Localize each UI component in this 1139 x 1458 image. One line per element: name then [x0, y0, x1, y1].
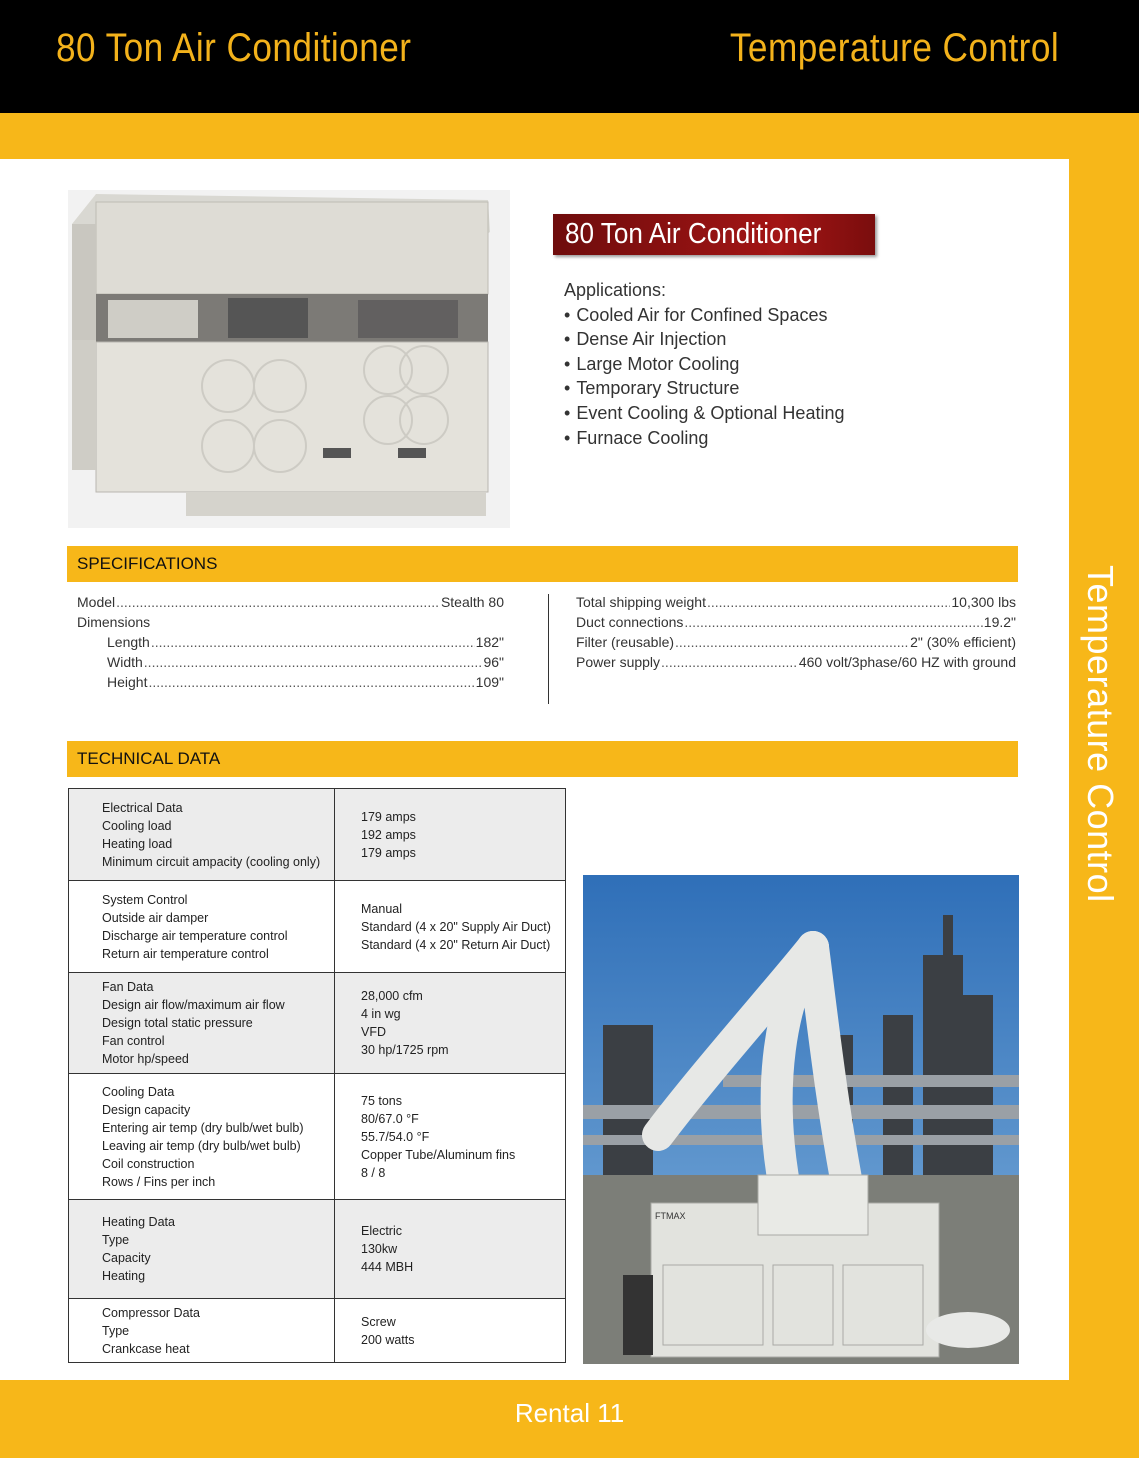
- tech-label: Heating: [102, 1269, 146, 1283]
- tech-label: Cooling load: [102, 818, 172, 833]
- technical-heading: TECHNICAL DATA: [67, 741, 1018, 777]
- tech-value: Standard (4 x 20" Return Air Duct): [361, 937, 551, 952]
- tech-label: Heating load: [102, 836, 173, 851]
- tech-value: Standard (4 x 20" Supply Air Duct): [361, 919, 551, 934]
- spec-row: [107, 654, 504, 674]
- tech-value: Screw: [361, 1314, 396, 1329]
- spec-row: [576, 654, 1016, 674]
- tech-value: 130kw: [361, 1242, 398, 1256]
- spec-value: 460 volt/3phase/60 HZ with ground: [798, 654, 1016, 670]
- tech-label: Coil construction: [102, 1156, 195, 1171]
- tech-value: 55.7/54.0 °F: [361, 1129, 430, 1144]
- tech-label: Design air flow/maximum air flow: [102, 998, 285, 1012]
- spec-row: [107, 674, 504, 694]
- tech-labels-cell: [69, 789, 335, 881]
- product-photo: [68, 190, 510, 528]
- tech-value: 179 amps: [361, 809, 416, 824]
- table-row: [69, 1200, 566, 1299]
- spec-label: Filter (reusable): [576, 634, 675, 650]
- list-item: • Large Motor Cooling: [564, 352, 844, 377]
- tech-label: Minimum circuit ampacity (cooling only): [102, 854, 321, 869]
- tech-label: Return air temperature control: [102, 946, 269, 961]
- tech-value: 30 hp/1725 rpm: [361, 1043, 449, 1057]
- list-item: • Furnace Cooling: [564, 426, 844, 451]
- installation-photo-illustration: [583, 875, 1019, 1364]
- tech-labels-cell: [69, 881, 335, 973]
- table-row: [69, 1074, 566, 1200]
- spec-label: Power supply: [576, 654, 661, 670]
- product-photo-illustration: [68, 190, 510, 528]
- spec-row: [77, 614, 277, 634]
- product-title-banner: [553, 214, 875, 255]
- product-title: 80 Ton Air Conditioner: [565, 218, 822, 250]
- tech-label: Type: [102, 1233, 130, 1247]
- spec-row: [576, 634, 1016, 654]
- tech-values-cell: [335, 1074, 566, 1200]
- tech-value: 192 amps: [361, 827, 416, 842]
- list-item: • Event Cooling & Optional Heating: [564, 401, 844, 426]
- spec-label: Total shipping weight: [576, 594, 706, 610]
- tech-value: 200 watts: [361, 1332, 415, 1347]
- spec-label: Length: [107, 634, 150, 650]
- page-number: Rental 11: [514, 1398, 625, 1428]
- tech-label: Discharge air temperature control: [102, 928, 288, 943]
- tech-values-cell: [335, 1299, 566, 1363]
- header-right-title: Temperature Control: [729, 26, 1059, 70]
- side-label: [1070, 565, 1130, 945]
- tech-label: Type: [102, 1323, 130, 1338]
- spec-label: Height: [107, 674, 148, 690]
- tech-labels-cell: [69, 1074, 335, 1200]
- tech-labels-cell: [69, 1299, 335, 1363]
- tech-label: Leaving air temp (dry bulb/wet bulb): [102, 1138, 301, 1153]
- list-item: • Dense Air Injection: [564, 327, 844, 352]
- frame-top: [0, 113, 1139, 159]
- spec-label: Duct connections: [576, 614, 684, 630]
- tech-label: Outside air damper: [102, 910, 209, 925]
- tech-label: Entering air temp (dry bulb/wet bulb): [102, 1120, 304, 1135]
- spec-row: [576, 594, 1016, 614]
- spec-value: 10,300 lbs: [951, 594, 1016, 610]
- applications-list: [564, 303, 844, 451]
- tech-label: Crankcase heat: [102, 1341, 190, 1356]
- tech-value: 8 / 8: [361, 1165, 386, 1180]
- tech-value: 179 amps: [361, 845, 416, 860]
- group-title: Heating Data: [102, 1215, 175, 1229]
- spec-value: 2" (30% efficient): [910, 634, 1016, 650]
- unit-marking: FTMAX: [655, 1211, 686, 1221]
- tech-label: Design capacity: [102, 1102, 191, 1117]
- spec-row: [107, 634, 504, 654]
- side-label-text: Temperature Control: [1080, 565, 1121, 903]
- tech-value: 4 in wg: [361, 1007, 401, 1021]
- spec-value: Stealth 80: [440, 594, 504, 610]
- table-row: [69, 1299, 566, 1363]
- list-item: • Temporary Structure: [564, 376, 844, 401]
- tech-labels-cell: [69, 973, 335, 1074]
- tech-values-cell: [335, 973, 566, 1074]
- applications: [564, 278, 844, 450]
- spec-divider: [548, 594, 549, 704]
- spec-label: Dimensions: [77, 614, 151, 630]
- tech-value: 75 tons: [361, 1093, 403, 1108]
- spec-label: Model: [77, 594, 116, 610]
- spec-value: 96": [483, 654, 504, 670]
- table-row: [69, 789, 566, 881]
- tech-values-cell: [335, 881, 566, 973]
- tech-label: Rows / Fins per inch: [102, 1174, 216, 1189]
- spec-row: [576, 614, 1016, 634]
- spec-value: 182": [475, 634, 504, 650]
- tech-label: Fan control: [102, 1034, 165, 1048]
- header-bar: [0, 0, 1139, 113]
- tech-value: Copper Tube/Aluminum fins: [361, 1147, 516, 1162]
- tech-values-cell: [335, 789, 566, 881]
- group-title: Compressor Data: [102, 1305, 200, 1320]
- tech-value: 28,000 cfm: [361, 989, 423, 1003]
- group-title: Fan Data: [102, 980, 154, 994]
- group-title: System Control: [102, 892, 188, 907]
- group-title: Cooling Data: [102, 1084, 175, 1099]
- spec-value: 19.2": [983, 614, 1016, 630]
- table-row: [69, 973, 566, 1074]
- table-row: [69, 881, 566, 973]
- applications-label: Applications:: [564, 280, 667, 300]
- tech-value: Electric: [361, 1224, 402, 1238]
- specifications-heading: SPECIFICATIONS: [67, 546, 1018, 582]
- technical-data-table: [68, 788, 566, 1363]
- spec-label: Width: [107, 654, 143, 670]
- tech-value: 80/67.0 °F: [361, 1111, 419, 1126]
- group-title: Electrical Data: [102, 800, 183, 815]
- tech-value: Manual: [361, 901, 402, 916]
- tech-label: Capacity: [102, 1251, 151, 1265]
- installation-photo: [583, 875, 1019, 1364]
- spec-value: 109": [475, 674, 504, 690]
- tech-value: 444 MBH: [361, 1260, 414, 1274]
- tech-values-cell: [335, 1200, 566, 1299]
- tech-labels-cell: [69, 1200, 335, 1299]
- spec-row: [77, 594, 504, 614]
- tech-label: Design total static pressure: [102, 1016, 253, 1030]
- tech-label: Motor hp/speed: [102, 1052, 189, 1066]
- tech-value: VFD: [361, 1025, 386, 1039]
- header-left-title: 80 Ton Air Conditioner: [56, 26, 412, 70]
- list-item: • Cooled Air for Confined Spaces: [564, 303, 844, 328]
